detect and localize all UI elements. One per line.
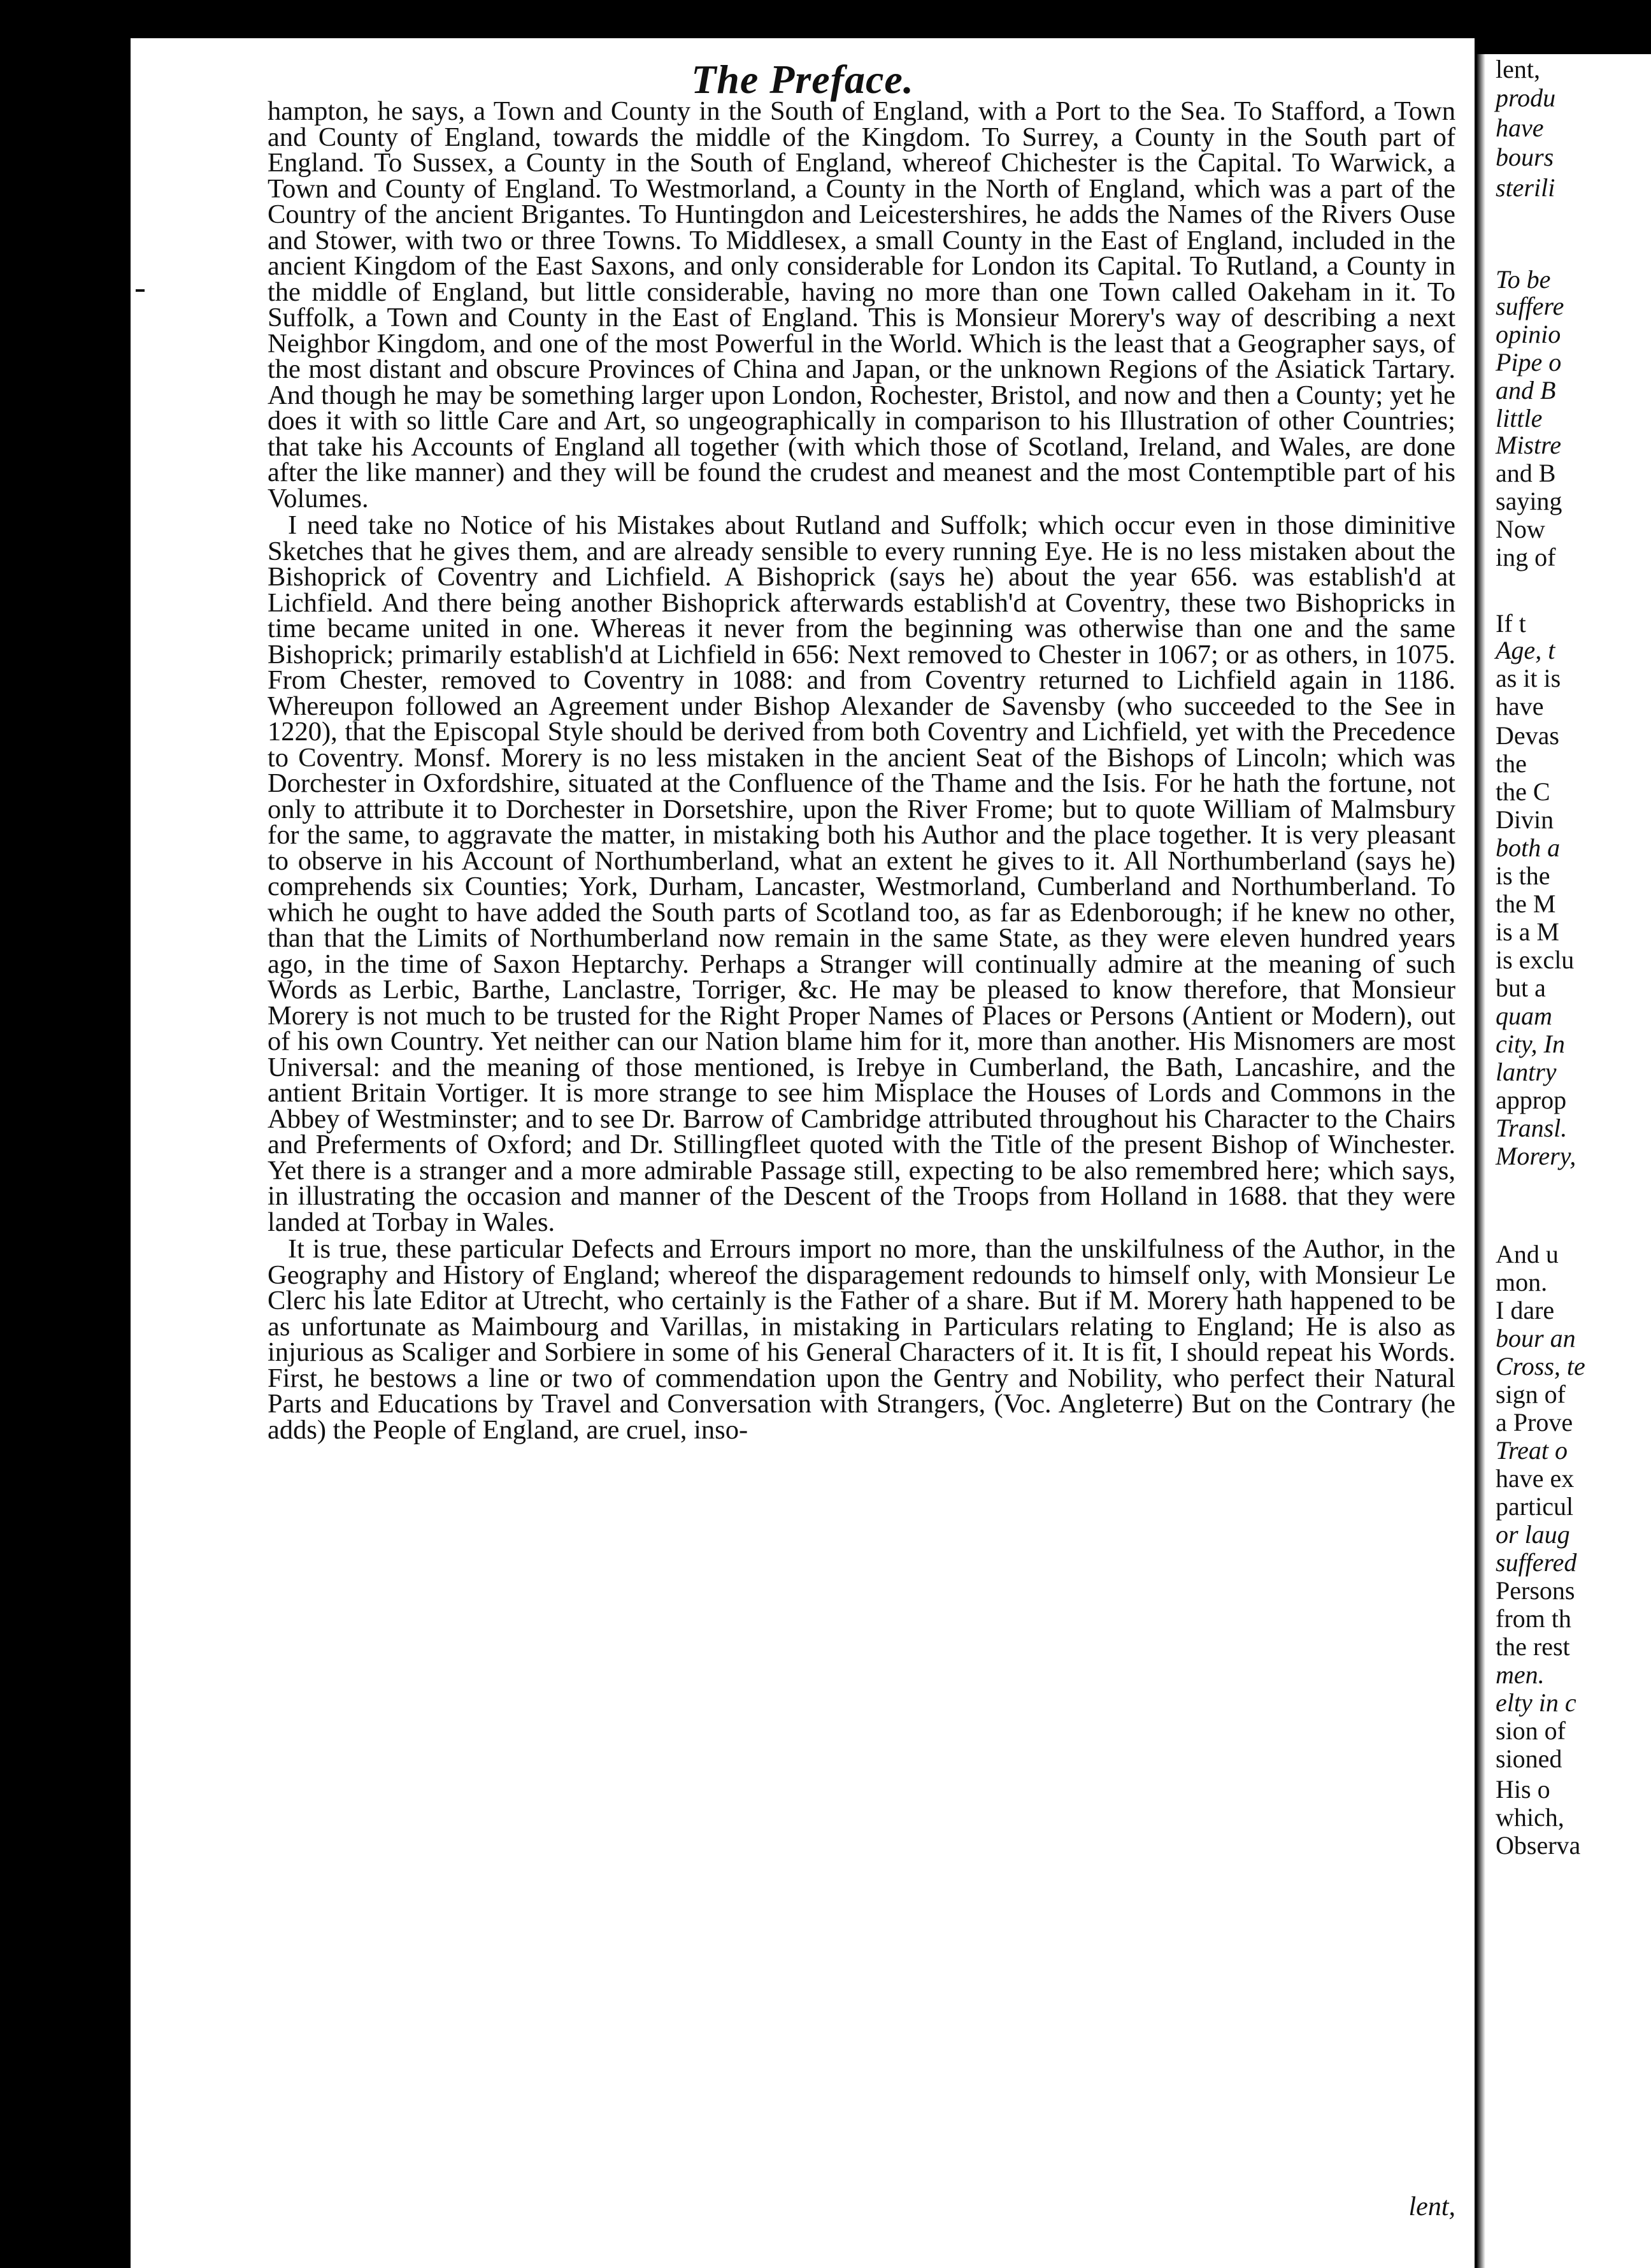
- facing-page-line: Devas: [1496, 721, 1559, 750]
- facing-page-line: Observa: [1496, 1831, 1581, 1860]
- facing-page-line: bours: [1496, 143, 1554, 171]
- facing-page-line: the: [1496, 749, 1527, 778]
- facing-page-line: the M: [1496, 889, 1556, 918]
- facing-page-line: If t: [1496, 609, 1526, 638]
- facing-page-fragment: [1476, 54, 1651, 2268]
- page-fold-shadow: [1476, 54, 1485, 2268]
- facing-page-line: the C: [1496, 777, 1550, 806]
- paragraph-2: I need take no Notice of his Mistakes about Rutland and Suffolk; which occur even in those diminitive Sketches that he gives them, and are already sensible to every running Eye. He is no less mistaken about the Bishoprick of Coventry and Lichfield. A Bishoprick (says he) about the year 656. was establish'd at Lichfield. And there being another Bishoprick afterwards establish'd at Coventry, these two Bishopricks in time became united in one. Whereas it never from the beginning was otherwise than one and the same Bishoprick; primarily establish'd at Lichfield in 656: Next removed to Chester in 1067; or as others, in 1075. From Chester, removed to Coventry in 1088: and from Coventry returned to Lichfield again in 1186. Whereupon followed an Agreement under Bishop Alexander de Savensby (who succeeded to the See in 1220), that the Episcopal Style should be derived from both Coventry and Lichfield, yet with the Precedence to Coventry. Monsf. Morery is no less mistaken in the ancient Seat of the Bishops of Lincoln; which was Dorchester in Oxfordshire, situated at the Confluence of the Thame and the Isis. For he hath the fortune, not only to attribute it to Dorchester in Dorsetshire, upon the River Frome; but to quote William of Malmsbury for the same, to aggravate the matter, in mistaking both his Author and the place together. It is very pleasant to observe in his Account of Northumberland, what an extent he gives to it. All Northumberland (says he) comprehends six Counties; York, Durham, Lancaster, Westmorland, Cumberland and Northumberland. To which he ought to have added the South parts of Scotland too, as far as Edenborough; if he knew no other, than that the Limits of Northumberland now remain in the same State, as they were eleven hundred years ago, in the time of Saxon Heptarchy. Perhaps a Stranger will continually admire at the meaning of such Words as Lerbic, Barthe, Lanclastre, Torriger, &c. He may be pleased to know therefore, that Monsieur Morery is not much to be trusted for the Right Proper Names of Places or Persons (Antient or Modern), out of his own Country. Yet neither can our Nation blame him for it, more than another. His Misnomers are most Universal: and the meaning of those mentioned, is Irebye in Cumberland, the Bath, Lancashire, and the antient Britain Vortiger. It is more strange to see him Misplace the Houses of Lords and Commons in the Abbey of Westminster; and to see Dr. Barrow of Cambridge attributed throughout his Character to the Chairs and Preferments of Oxford; and Dr. Stillingfleet quoted with the Title of the present Bishop of Winchester. Yet there is a stranger and a more admirable Passage still, expecting to be also remembred here; which says, in illustrating the occasion and manner of the Descent of the Troops from Holland in 1688. that they were landed at Torbay in Wales.: [268, 510, 1455, 1237]
- facing-page-line: Morery,: [1496, 1142, 1576, 1170]
- facing-page-line: and B: [1496, 376, 1556, 405]
- facing-page-line: elty in c: [1496, 1688, 1576, 1717]
- facing-page-line: sterili: [1496, 173, 1555, 202]
- facing-page-line: is a M: [1496, 917, 1559, 946]
- facing-page-line: saying: [1496, 487, 1562, 515]
- facing-page-line: which,: [1496, 1803, 1564, 1832]
- facing-page-line: bour an: [1496, 1324, 1576, 1353]
- facing-page-line: lantry: [1496, 1058, 1557, 1086]
- facing-page-line: approp: [1496, 1086, 1567, 1114]
- facing-page-line: have: [1496, 692, 1544, 721]
- facing-page-line: particul: [1496, 1492, 1574, 1521]
- facing-page-line: Pipe o: [1496, 348, 1562, 377]
- facing-page-line: but a: [1496, 973, 1546, 1002]
- facing-page-line: sion of: [1496, 1716, 1566, 1745]
- facing-page-line: Age, t: [1496, 636, 1555, 664]
- body-text: [268, 96, 1455, 1445]
- margin-mark: [136, 289, 145, 292]
- facing-page-line: men.: [1496, 1660, 1545, 1689]
- facing-page-line: ing of: [1496, 543, 1556, 571]
- facing-page-line: as it is: [1496, 664, 1561, 693]
- facing-page-line: I dare: [1496, 1296, 1555, 1324]
- facing-page-line: suffered: [1496, 1548, 1577, 1577]
- facing-page-line: Transl.: [1496, 1114, 1568, 1142]
- facing-page-line: Mistre: [1496, 431, 1561, 459]
- facing-page-line: the rest: [1496, 1632, 1570, 1661]
- page-header: The Preface.: [691, 57, 914, 102]
- facing-page-line: both a: [1496, 833, 1561, 862]
- facing-page-line: mon.: [1496, 1268, 1548, 1296]
- document-page: [131, 38, 1475, 2268]
- facing-page-line: city, In: [1496, 1030, 1565, 1058]
- facing-page-line: suffere: [1496, 292, 1564, 320]
- paragraph-3: It is true, these particular Defects and Errours import no more, than the unskilfulness of the Author, in the Geography and History of England; whereof the disparagement redounds to himself only, with Monsieur Le Clerc his late Editor at Utrecht, who certainly is the Father of a share. But if M. Morery hath happened to be as unfortunate as Maimbourg and Varillas, in mistaking in Particulars relating to England; He is also as injurious as Scaliger and Sorbiere in some of his General Characters of it. It is fit, I should repeat his Words. First, he bestows a line or two of commendation upon the Gentry and Nobility, who perfect their Natural Parts and Educations by Travel and Conversation with Strangers, (Voc. Angleterre) But on the Contrary (he adds) the People of England, are cruel, inso-: [268, 1234, 1455, 1445]
- paragraph-1: hampton, he says, a Town and County in the South of England, with a Port to the Sea. To Stafford, a Town and County of England, towards the middle of the Kingdom. To Surrey, a County in the South part of England. To Sussex, a County in the South of England, whereof Chichester is the Capital. To Warwick, a Town and County of England. To Westmorland, a County in the North of England, which was a part of the Country of the ancient Brigantes. To Huntingdon and Leicestershires, he adds the Names of the Rivers Ouse and Stower, with two or three Towns. To Middlesex, a small County in the East of England, included in the ancient Kingdom of the East Saxons, and only considerable for London its Capital. To Rutland, a County in the middle of England, but little considerable, having no more than one Town called Oakeham in it. To Suffolk, a Town and County in the East of England. This is Monsieur Morery's way of describing a next Neighbor Kingdom, and one of the most Powerful in the World. Which is the least that a Geographer says, of the most distant and obscure Provinces of China and Japan, or the unknown Regions of the Asiatick Tartary. And though he may be something larger upon London, Rochester, Bristol, and now and then a County; yet he does it with so little Care and Art, so ungeographically in comparison to his Illustration of other Countries; that take his Accounts of England all together (with which those of Scotland, Ireland, and Wales, are done after the like manner) and they will be found the crudest and meanest and the most Contemptible part of his Volumes.: [268, 96, 1455, 513]
- facing-page-line: And u: [1496, 1240, 1559, 1268]
- facing-page-line: from th: [1496, 1604, 1571, 1633]
- facing-page-line: Treat o: [1496, 1436, 1568, 1465]
- facing-page-line: His o: [1496, 1775, 1550, 1804]
- facing-page-line: have ex: [1496, 1464, 1575, 1493]
- facing-page-line: quam: [1496, 1001, 1552, 1030]
- facing-page-line: produ: [1496, 83, 1556, 112]
- facing-page-line: and B: [1496, 459, 1556, 487]
- facing-page-line: is the: [1496, 861, 1550, 890]
- facing-page-line: Divin: [1496, 805, 1554, 834]
- facing-page-line: is exclu: [1496, 945, 1575, 974]
- catchword: lent,: [1408, 2192, 1455, 2221]
- facing-page-line: To be: [1496, 265, 1551, 294]
- facing-page-line: little: [1496, 404, 1543, 433]
- facing-page-line: Cross, te: [1496, 1352, 1585, 1381]
- facing-page-line: Now: [1496, 515, 1545, 543]
- facing-page-line: have: [1496, 113, 1544, 142]
- facing-page-line: sign of: [1496, 1380, 1566, 1409]
- facing-page-line: a Prove: [1496, 1408, 1573, 1437]
- facing-page-line: or laug: [1496, 1520, 1570, 1549]
- facing-page-line: opinio: [1496, 320, 1561, 348]
- facing-page-line: Persons: [1496, 1576, 1575, 1605]
- facing-page-line: lent,: [1496, 55, 1540, 83]
- facing-page-line: sioned: [1496, 1744, 1562, 1773]
